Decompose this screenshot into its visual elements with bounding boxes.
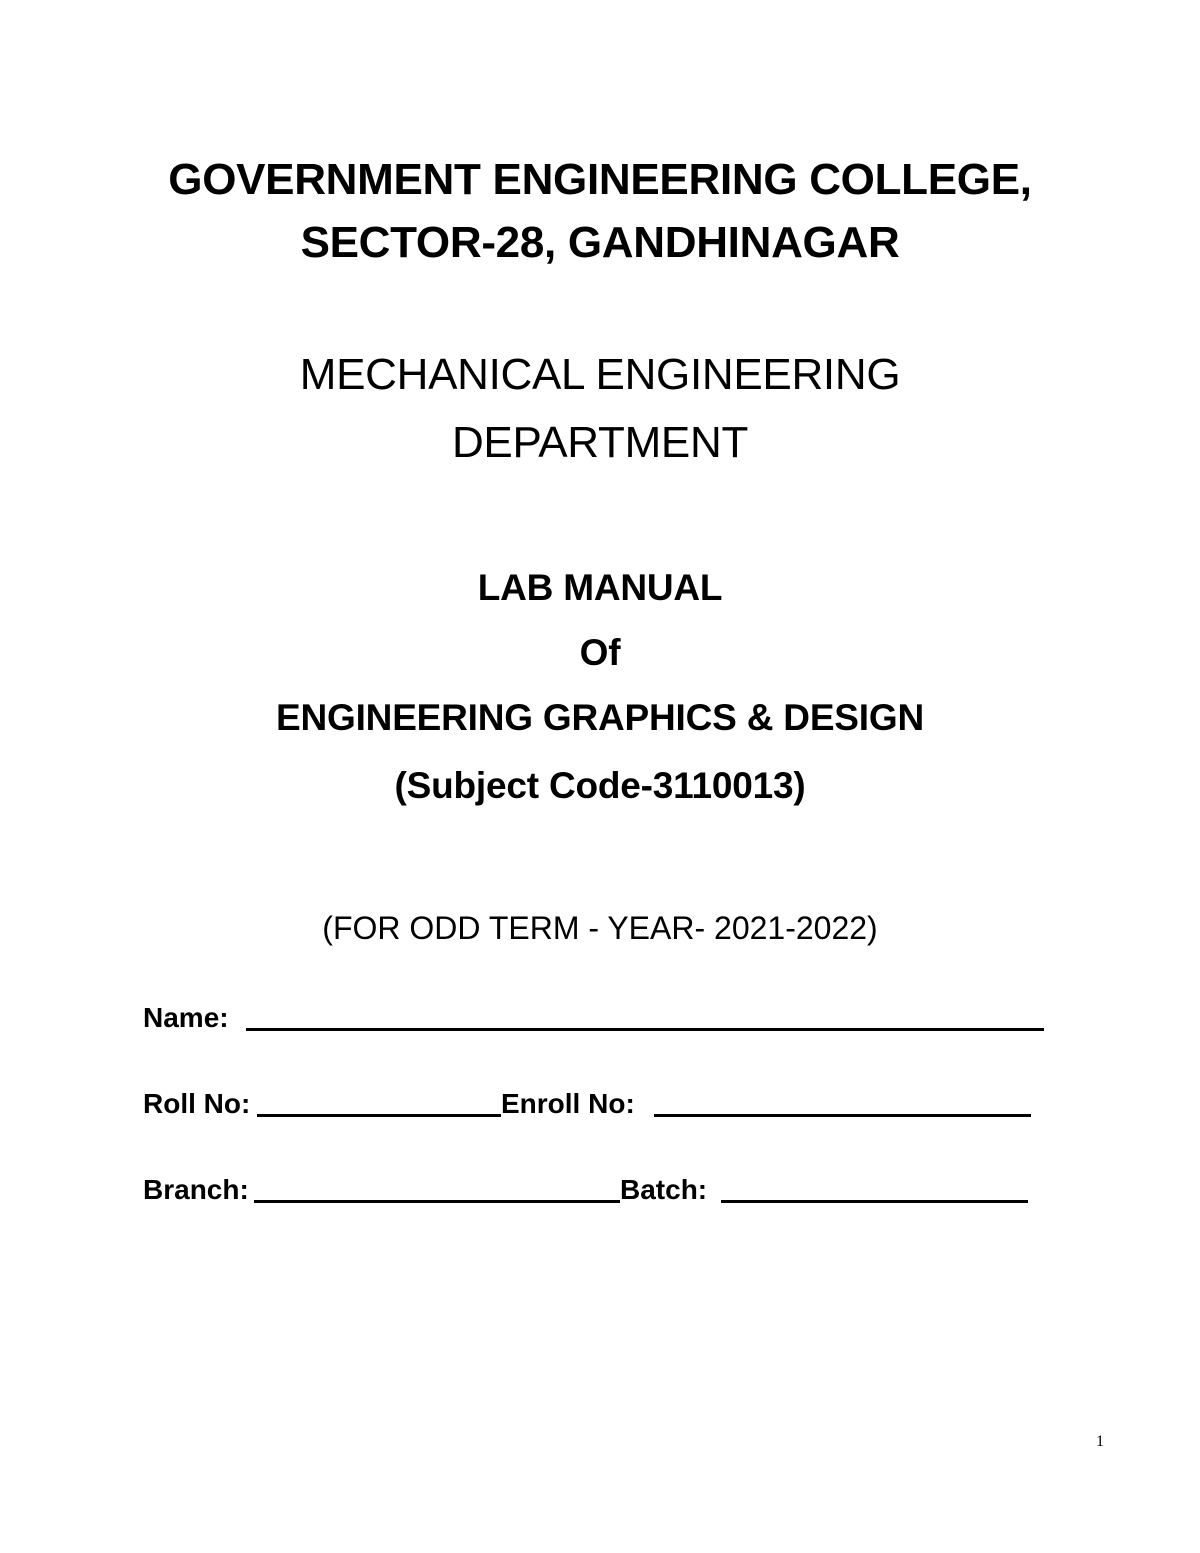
page-number: 1 [1096,1433,1104,1450]
branch-label: Branch: [143,1174,249,1205]
manual-connector: Of [579,632,621,673]
enroll-label: Enroll No: [501,1088,635,1119]
roll-enroll-row [143,1087,1063,1127]
department-line2: DEPARTMENT [451,418,749,467]
department-line1: MECHANICAL ENGINEERING [299,350,901,399]
manual-title: LAB MANUAL [477,567,723,608]
batch-blank-line[interactable] [721,1200,1028,1203]
batch-label: Batch: [620,1174,708,1205]
name-label: Name: [143,1002,229,1033]
subject-code: (Subject Code-3110013) [394,765,806,806]
branch-batch-row [143,1173,1063,1213]
branch-blank-line[interactable] [254,1200,620,1203]
college-name-line1: GOVERNMENT ENGINEERING COLLEGE, [168,155,1032,204]
name-blank-line[interactable] [246,1028,1044,1031]
enroll-blank-line[interactable] [654,1114,1031,1117]
academic-term: (FOR ODD TERM - YEAR- 2021-2022) [322,910,878,946]
roll-label: Roll No: [143,1088,251,1119]
subject-name: ENGINEERING GRAPHICS & DESIGN [276,697,924,738]
roll-blank-line[interactable] [257,1114,501,1117]
name-row [143,1001,1063,1041]
college-name-line2: SECTOR-28, GANDHINAGAR [300,218,900,267]
